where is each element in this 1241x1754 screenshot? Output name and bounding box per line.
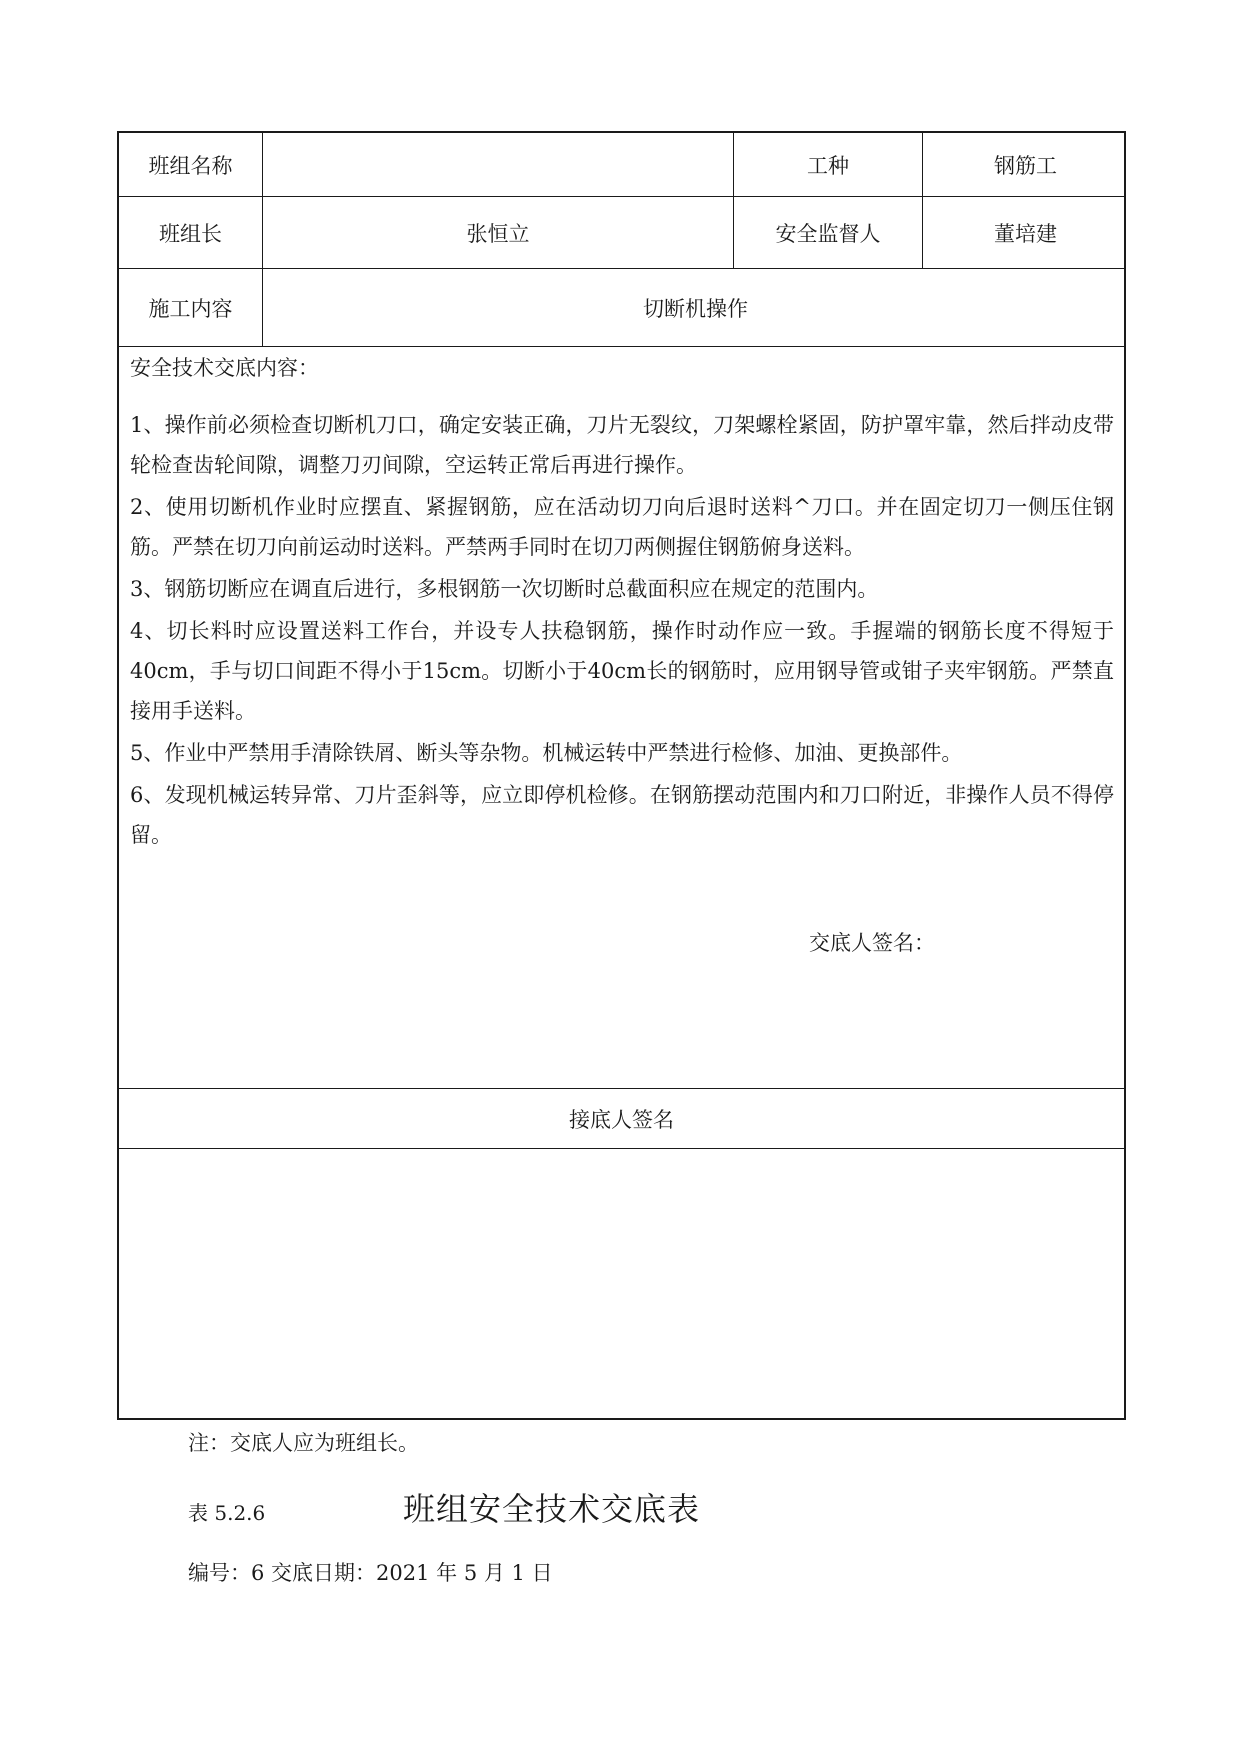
briefing-item: 1、操作前必须检查切断机刀口，确定安装正确，刀片无裂纹，刀架螺栓紧固，防护罩牢靠，然后拌动皮带轮检查齿轮间隙，调整刀刃间隙，空运转正常后再进行操作。 xyxy=(130,413,1114,477)
briefing-item: 6、发现机械运转异常、刀片歪斜等，应立即停机检修。在钢筋摆动范围内和刀口附近，非操作人员不得停留。 xyxy=(130,783,1114,847)
trade-label: 工种 xyxy=(734,133,923,196)
footnote: 注：交底人应为班组长。 xyxy=(188,1431,419,1455)
document-title: 班组安全技术交底表 xyxy=(403,1490,701,1528)
briefing-item: 2、使用切断机作业时应摆直、紧握钢筋，应在活动切刀向后退时送料^刀口。并在固定切刀一侧压住钢筋。严禁在切刀向前运动时送料。严禁两手同时在切刀两侧握住钢筋俯身送料。 xyxy=(130,495,1114,559)
briefing-items-list xyxy=(130,405,1114,857)
team-leader-label: 班组长 xyxy=(119,197,263,268)
table-number: 表 5.2.6 xyxy=(188,1501,266,1525)
construction-content-value: 切断机操作 xyxy=(643,296,748,321)
serial-and-date: 编号：6 交底日期：2021 年 5 月 1 日 xyxy=(188,1561,553,1585)
team-leader-value: 张恒立 xyxy=(263,197,734,268)
team-leader-row xyxy=(119,197,1124,269)
safety-supervisor-label: 安全监督人 xyxy=(734,197,923,268)
briefing-item: 3、钢筋切断应在调直后进行，多根钢筋一次切断时总截面积应在规定的范围内。 xyxy=(130,577,879,601)
construction-content-row xyxy=(119,269,1124,347)
safety-supervisor-value: 董培建 xyxy=(994,221,1057,246)
briefing-content-area xyxy=(119,347,1124,1089)
briefing-content-heading: 安全技术交底内容： xyxy=(130,356,319,380)
receiver-signature-area xyxy=(119,1149,1124,1420)
safety-briefing-form xyxy=(117,131,1126,1420)
team-name-value xyxy=(263,133,734,196)
team-name-row xyxy=(119,133,1124,197)
trade-value: 钢筋工 xyxy=(994,153,1057,178)
briefer-signature-label: 交底人签名： xyxy=(809,931,935,955)
briefing-item: 4、切长料时应设置送料工作台，并设专人扶稳钢筋，操作时动作应一致。手握端的钢筋长度不得短于40cm，手与切口间距不得小于15cm。切断小于40cm长的钢筋时，应用钢导管或钳子夹牢钢筋。严禁直接用手送料。 xyxy=(130,619,1114,723)
briefing-item: 5、作业中严禁用手清除铁屑、断头等杂物。机械运转中严禁进行检修、加油、更换部件。 xyxy=(130,741,963,765)
receiver-signature-label: 接底人签名 xyxy=(119,1089,1124,1149)
team-name-label: 班组名称 xyxy=(119,133,263,196)
construction-content-label: 施工内容 xyxy=(119,269,263,346)
